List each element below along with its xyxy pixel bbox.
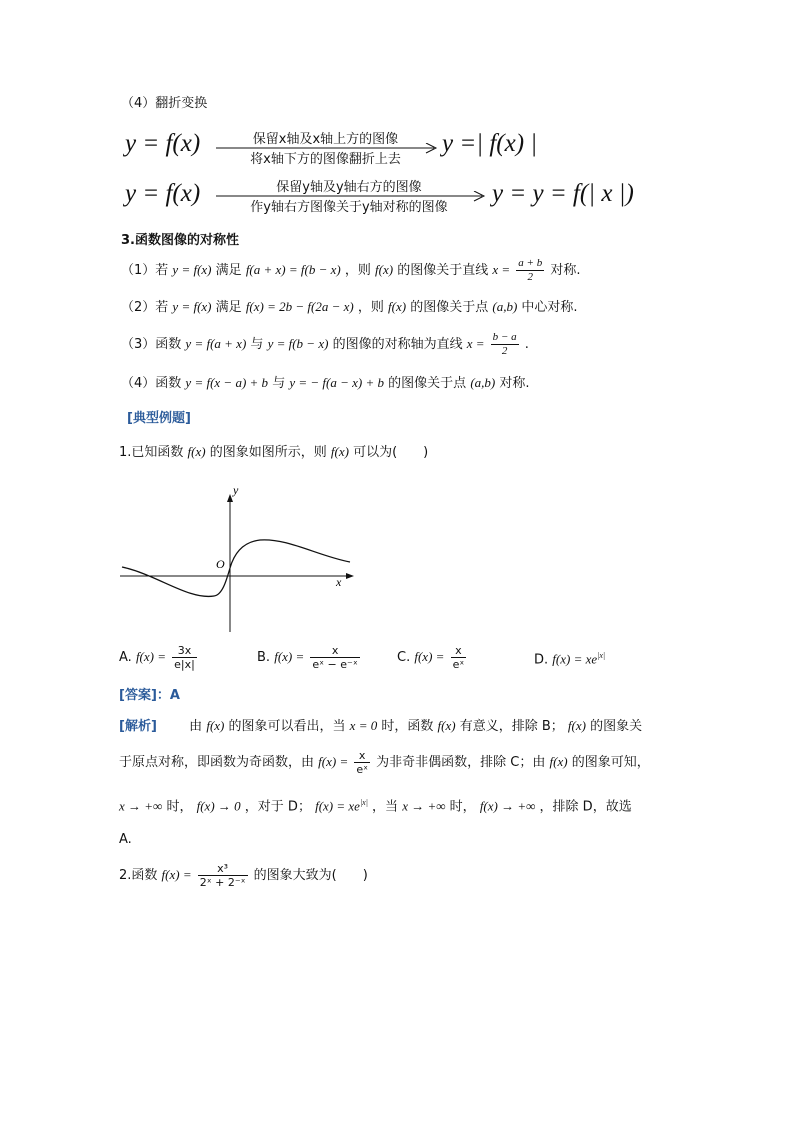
function-curve: [122, 540, 350, 597]
analysis-line-1: [解析] 由 f(x) 的图象可以看出，当 x = 0 时，函数 f(x) 有意义，排除 B； f(x) 的图象关: [119, 718, 643, 734]
option-c[interactable]: C. f(x) = $\frac{x}{\text{eˣ}}$: [397, 644, 465, 671]
symmetry-heading: 3.函数图像的对称性: [121, 233, 239, 248]
answer-label: [答案]：A: [119, 688, 180, 703]
analysis-line-4: A.: [119, 832, 132, 847]
fraction: $\frac{b - a}{2}$: [492, 331, 517, 357]
row2-rhs: y = y = f(| x |): [492, 180, 634, 207]
fraction: $\frac{a + b}{2}$: [518, 257, 543, 283]
fraction: $\frac{x}{\text{eˣ − e⁻ˣ}}$: [312, 644, 358, 671]
analysis-line-3: x → +∞ 时， f(x) → 0 ，对于 D； $f(x) = xe^{|x|}$ ，当 x → +∞ 时， f(x) → +∞ ，排除 D，故选: [119, 798, 632, 815]
fraction: $\frac{3x}{e|x|}$: [174, 644, 195, 671]
question-1: 1.已知函数 f(x) 的图象如图所示，则 f(x) 可以为( ): [119, 444, 429, 460]
option-a[interactable]: A. f(x) = $\frac{3x}{e|x|}$: [119, 644, 195, 671]
origin-label: O: [216, 557, 225, 571]
fraction: $\frac{\text{x³}}{\text{2ˣ + 2⁻ˣ}}$: [199, 862, 246, 889]
x-axis-label: x: [336, 575, 342, 589]
row2-above-label: 保留y轴及y轴右方的图像: [276, 180, 422, 195]
analysis-line-2: 于原点对称，即函数为奇函数，由 f(x) = $\frac{x}{\text{eˣ}}$ 为非奇非偶函数，排除 C；由 f(x) 的图象可知，: [119, 749, 650, 776]
fraction: $\frac{x}{\text{eˣ}}$: [356, 749, 369, 776]
analysis-label: [解析]: [119, 719, 157, 734]
option-d[interactable]: D. $f(x) = xe^{|x|}$: [534, 651, 606, 668]
row1-rhs: y =| f(x) |: [442, 130, 538, 157]
row1-above-label: 保留x轴及x轴上方的图像: [252, 132, 399, 147]
symmetry-item-2: （2）若 y = f(x) 满足 f(x) = 2b − f(2a − x) ，则 f(x) 的图像关于点 (a,b) 中心对称.: [121, 299, 578, 315]
x-axis-arrow: [346, 573, 354, 579]
symmetry-item-4: （4）函数 y = f(x − a) + b 与 y = − f(a − x) + b 的图像关于点 (a,b) 对称.: [121, 375, 530, 391]
question-2: 2.函数 f(x) = $\frac{\text{x³}}{\text{2ˣ + 2⁻ˣ}}$ 的图象大致为( ): [119, 862, 368, 889]
row1-lhs: y = f(x): [125, 130, 201, 157]
y-axis-label: y: [233, 483, 239, 497]
symmetry-item-3: （3）函数 y = f(a + x) 与 y = f(b − x) 的图像的对称轴为直线 x = $\frac{b - a}{2}$ .: [121, 331, 529, 357]
examples-title: [典型例题]: [127, 411, 191, 426]
option-b[interactable]: B. f(x) = $\frac{x}{\text{eˣ − e⁻ˣ}}$: [257, 644, 358, 671]
row2-below-label: 作y轴右方图像关于y轴对称的图像: [250, 200, 448, 215]
row2-lhs: y = f(x): [125, 180, 201, 207]
symmetry-item-1: （1）若 y = f(x) 满足 f(a + x) = f(b − x) ，则 f(x) 的图像关于直线 x = $\frac{a + b}{2}$ 对称.: [121, 257, 581, 283]
row1-below-label: 将x轴下方的图像翻折上去: [250, 152, 401, 167]
function-graph: [118, 482, 358, 634]
section4-heading: （4）翻折变换: [121, 96, 208, 111]
fraction: $\frac{x}{\text{eˣ}}$: [452, 644, 465, 671]
